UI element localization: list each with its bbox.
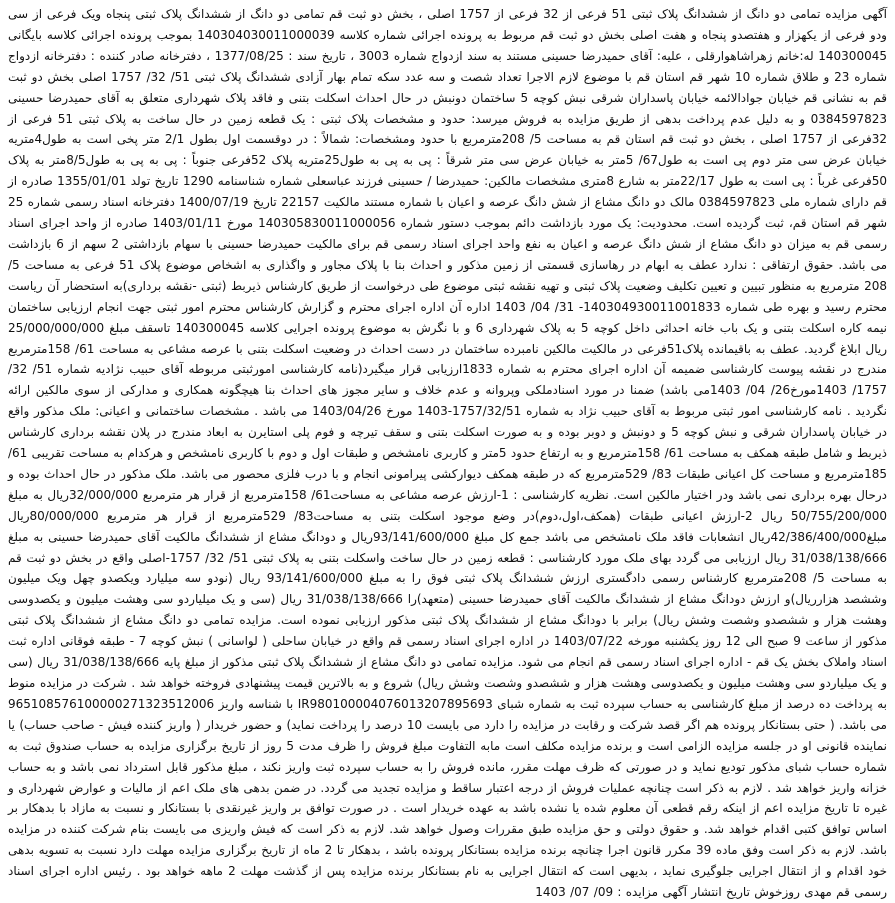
auction-notice-text: آگهی مزایده تمامی دو دانگ از ششدانگ پلاک ثبتی 51 فرعی از 32 فرعی از 1757 اصلی ، بخش دو ثبت قم تمامی دو دانگ از ششدانگ پلاک ثبتی پنجاه ویک فرعی از سی ودو فرعی از یکهزار و هفتصدو پنجاه و هفت اصلی بخش دو ثبت قم مربوط به پرونده اجرائی شماره کلاسه 140304030011000039 بموجب پرونده اجرائی کلاسه بایگانی 140300045 له:خانم زهراشاهوارقلی ، علیه: آقای حمیدرضا حسینی مستند به سند ازدواج شماره 3003 ، تاریخ سند : 1377/08/25 ، دفترخانه صادر کننده : دفترخانه ازدواج شماره 23 و طلاق شماره 10 شهر قم استان قم با موضوع لازم الاجرا تعداد شصت و سه عدد سکه تمام بهار آزادی ششدانگ پلاک ثبتی 51/ 32/ 1757 اصلی بخش دو ثبت قم به نشانی قم خیابان جوادالائمه خیابان پاسداران شرقی نبش کوچه 5 ساختمان دونبش در حال احداث اسکلت بتنی و فاقد پلاک شهرداری متعلق به آقای حمیدرضا حسینی 0384597823 و به دلیل عدم پرداخت بدهی از طریق مزایده به فروش میرسد: حدود و مشخصات پلاک ثبتی : یک قطعه زمین در حال ساخت به پلاک ثبتی 51 فرعی از 32فرعی از 1757 اصلی ، بخش دو ثبت قم استان قم به مساحت 5/ 208مترمربع با حدود ومشخصات: شمالاً : در دوقسمت اول بطول 2/1 متر پخی است به طول4متریه خیابان عرض سی متر دوم پی است به طول67/ 5متر به خیابان عرض سی متر شرقاً : پی به پی به طول25متریه پلاک 52فرعی جنوباً : پی به پی به طول8/5متر به پلاک 50فرعی غرباً : پی است به طول 22/17متر به شارع 8متری مشخصات مالکین: حمیدرضا / حسینی فرزند عباسعلی شماره شناسنامه 1290 تاریخ تولد 1355/01/01 صادره از قم دارای شماره ملی 0384597823 مالک دو دانگ مشاع از شش دانگ عرصه و اعیان با شماره مستند مالکیت 22157 تاریخ 1400/07/19 دفترخانه اسناد رسمی شماره 25 شهر قم استان قم، ثبت گردیده است. محدودیت: یک مورد بازداشت دائم بموجب دستور شماره 140305830011000056 مورخ 1403/01/11 صادره از واحد اجرای اسناد رسمی قم به میزان دو دانگ مشاع از شش دانگ عرصه و اعیان به نفع واحد اجرای اسناد رسمی قم برای مالکیت حمیدرضا حسینی با سهام بازداشتی 2 سهم از 6 بازداشت می باشد. حقوق ارتفاقی : ندارد عطف به ابهام در رهاسازی قسمتی از زمین مذکور و احداث بنا با پلاک مجاور و واگذاری به اشخاص موضوع پلاک 51 فرعی به مساحت 5/ 208 مترمربع به منظور تبیین و تعیین تکلیف وضعیت پلاک ثبتی و تهیه نقشه ثبتی موضوع طی درخواست از طریق کارشناس ذیربط (ثبتی -نقشه برداری)به استحضار آن ریاست محترم رسید و بهره طی شماره 140304930011001833- 31/ 04/ 1403 اداره آن اداره اجرای محترم و گزارش کارشناس محترم امور ثبتی جهت انجام ارزیابی ساختمان نیمه کاره اسکلت بتنی و یک باب خانه احداثی داخل کوچه 5 به پلاک شهرداری 6 و با نگرش به موضوع پرونده اجرایی کلاسه 140300045 تاسقف مبلغ 25/000/000/000 ریال ابلاغ گردید. عطف به باقیمانده پلاک51فرعی در مالکیت مالکین نامبرده ساختمان در دست احداث در وضعیت اسکلت بتنی با عرصه مشاعی به مساحت 61/ 158مترمربع مندرج در نقشه پیوست کارشناسی ضمیمه آن اداره اجرای محترم به شماره 1833ارزیابی قرار میگیرد(نامه کارشناسی امورثبتی مربوطه آقای حبیب نژادیه شماره 51/ 32/ 1757/ 1403مورخ26/ 04/ 1403می باشد) ضمنا در مورد اسنادملکی وپروانه و عدم خلاف و سایر مجوز های احداث بنا هیچگونه همکاری و مدارکی از سوی مالکین ارائه نگردید . نامه کارشناسی امور ثبتی مربوط به آقای حبیب نژاد به شماره 1757/32/51-1403 مورخ 1403/04/26 می باشد . مشخصات ساختمانی و اعیانی: ملک مذکور واقع در خیابان پاسداران شرقی و نبش کوچه 5 و دونبش و دوبر بوده و به صورت اسکلت بتنی و سقف تیرچه و فوم پلی استایرن به ابعاد مندرج در پلان نقشه برداری کارشناس ذیربط و شامل طبقه همکف به مساحت 61/ 158مترمربع و به ارتفاع حدود 5متر و کاربری نامشخص و طبقات اول و دوم با کاربری نامشخص و هرکدام به مساحت تقریبی 61/ 185مترمربع و مساحت کل اعیانی طبقات 83/ 529مترمربع که در طبقه همکف دیوارکشی پیرامونی انجام و با درب فلزی محصور می باشد. ملک مذکور در حال احداث بوده و درحال بهره برداری نمی باشد ودر اختیار مالکین است. نظریه کارشناسی : 1-ارزش عرصه مشاعی به مساحت61/ 158مترمربع از قرار هر مترمربع 32/000/000ریال به مبلغ 50/755/200/000 ریال 2-ارزش اعیانی طبقات (همکف،اول،دوم)در وضع موجود اسکلت بتنی به مساحت83/ 529مترمربع از قرار هر مترمربع 80/000/000ریال مبلغ42/386/400/000ریال انشعابات فاقد ملک نامشخص می باشد جمع کل مبلغ 93/141/600/000ریال و دودانگ مشاع از ششدانگ مالکیت آقای حمیدرضا حسینی به مبلغ 31/038/138/666 ریال ارزیابی می گردد بهای ملک مورد کارشناسی : قطعه زمین در حال ساخت واسکلت بتنی به پلاک ثبتی 51/ 32/ 1757-اصلی واقع در بخش دو ثبت قم به مساحت 5/ 208مترمربع کارشناس رسمی دادگستری ارزش ششدانگ پلاک ثبتی فوق را به مبلغ 93/141/600/000 ریال (نودو سه میلیارد ویکصدو چهل ویک میلیون وششصد هزارریال)و ارزش دودانگ مشاع از ششدانگ مالکیت آقای حمیدرضا حسینی (متعهد)را 31/038/138/666 ریال (سی و یک میلیاردو سی وهشت میلیون و یکصدوسی وهشت هزار و ششصدو وشصت وشش ریال) برابر با دودانگ مشاع از ششدانگ پلاک ثبتی مذکور ارزیابی نموده است. مزایده تمامی دو دانگ مشاع از ششدانگ پلاک ثبتی مذکور از ساعت 9 صبح الی 12 روز یکشنبه مورخه 1403/07/22 در اداره اجرای اسناد رسمی قم واقع در خیابان ساحلی ( لواسانی ) نبش کوچه 7 - طبقه فوقانی اداره ثبت اسناد واملاک بخش یک قم - اداره اجرای اسناد رسمی قم انجام می شود. مزایده تمامی دو دانگ مشاع از ششدانگ پلاک ثبتی مذکور از مبلغ پایه 31/038/138/666 ریال (سی و یک میلیاردو سی وهشت میلیون و یکصدوسی وهشت هزار و ششصدو وشصت وشش ریال) شروع و به بالاترین قیمت پیشنهادی فروخته خواهد شد . شرکت در مزایده منوط به پرداخت ده درصد از مبلغ کارشناسی به حساب سپرده ثبت به شماره شبای IR980100004076013207895693 با شناسه واریز 965108576100000271323512006 می باشد. ( حتی بستانکار پرونده هم اگر قصد شرکت و رقابت در مزایده را دارد می بایست 10 درصد را پرداخت نماید) و حضور خریدار ( واریز کننده فیش - صاحب حساب) یا نماینده قانونی او در جلسه مزایده الزامی است و برنده مزایده مکلف است مابه التفاوت مبلغ فروش را ظرف مدت 5 روز از تاریخ برگزاری مزایده به حساب صندوق ثبت به شماره حساب شبای مذکور تودیع نماید و در صورتی که ظرف مهلت مقرر، مانده فروش را به حساب سپرده ثبت واریز نکند ، مبلغ مذکور قابل استرداد نمی باشد و به حساب خزانه واریز خواهد شد . لازم به ذکر است چنانچه عملیات فروش از درجه اعتبار ساقط و مزایده تجدید می گردد. در ضمن بدهی های ملک اعم از مالیات و عوارض شهرداری و غیره تا تاریخ مزایده اعم از اینکه رقم قطعی آن معلوم شده یا نشده باشد به عهده خریدار است . در صورت توافق بر واریز غیرنقدی با بستانکار و نسبت به مازاد با بدهکار بر اساس توافق کتبی اقدام خواهد شد. و حقوق دولتی و حق مزایده طبق مقررات وصول خواهد شد. لازم به ذکر است که فیش واریزی می بایست بنام شرکت کننده در مزایده باشد. لازم به ذکر است وفق ماده 39 مکرر قانون اجرا چنانچه برنده مزایده بستانکار پرونده باشد ، بدهکار تا 2 ماه از تاریخ برگزاری مزایده مهلت دارد نسبت به تسویه بدهی خود اقدام و از انتقال اجرایی جلوگیری نماید ، بدیهی است که انتقال اجرایی به نام بستانکار برنده مزایده پس از گذشت مهلت 2 ماهه خواهد بود . رئیس اداره اجرای اسناد رسمی قم مهدی روزخوش تاریخ انتشار آگهی مزایده : 09/ 07/ 1403 [8,7,888,900]
